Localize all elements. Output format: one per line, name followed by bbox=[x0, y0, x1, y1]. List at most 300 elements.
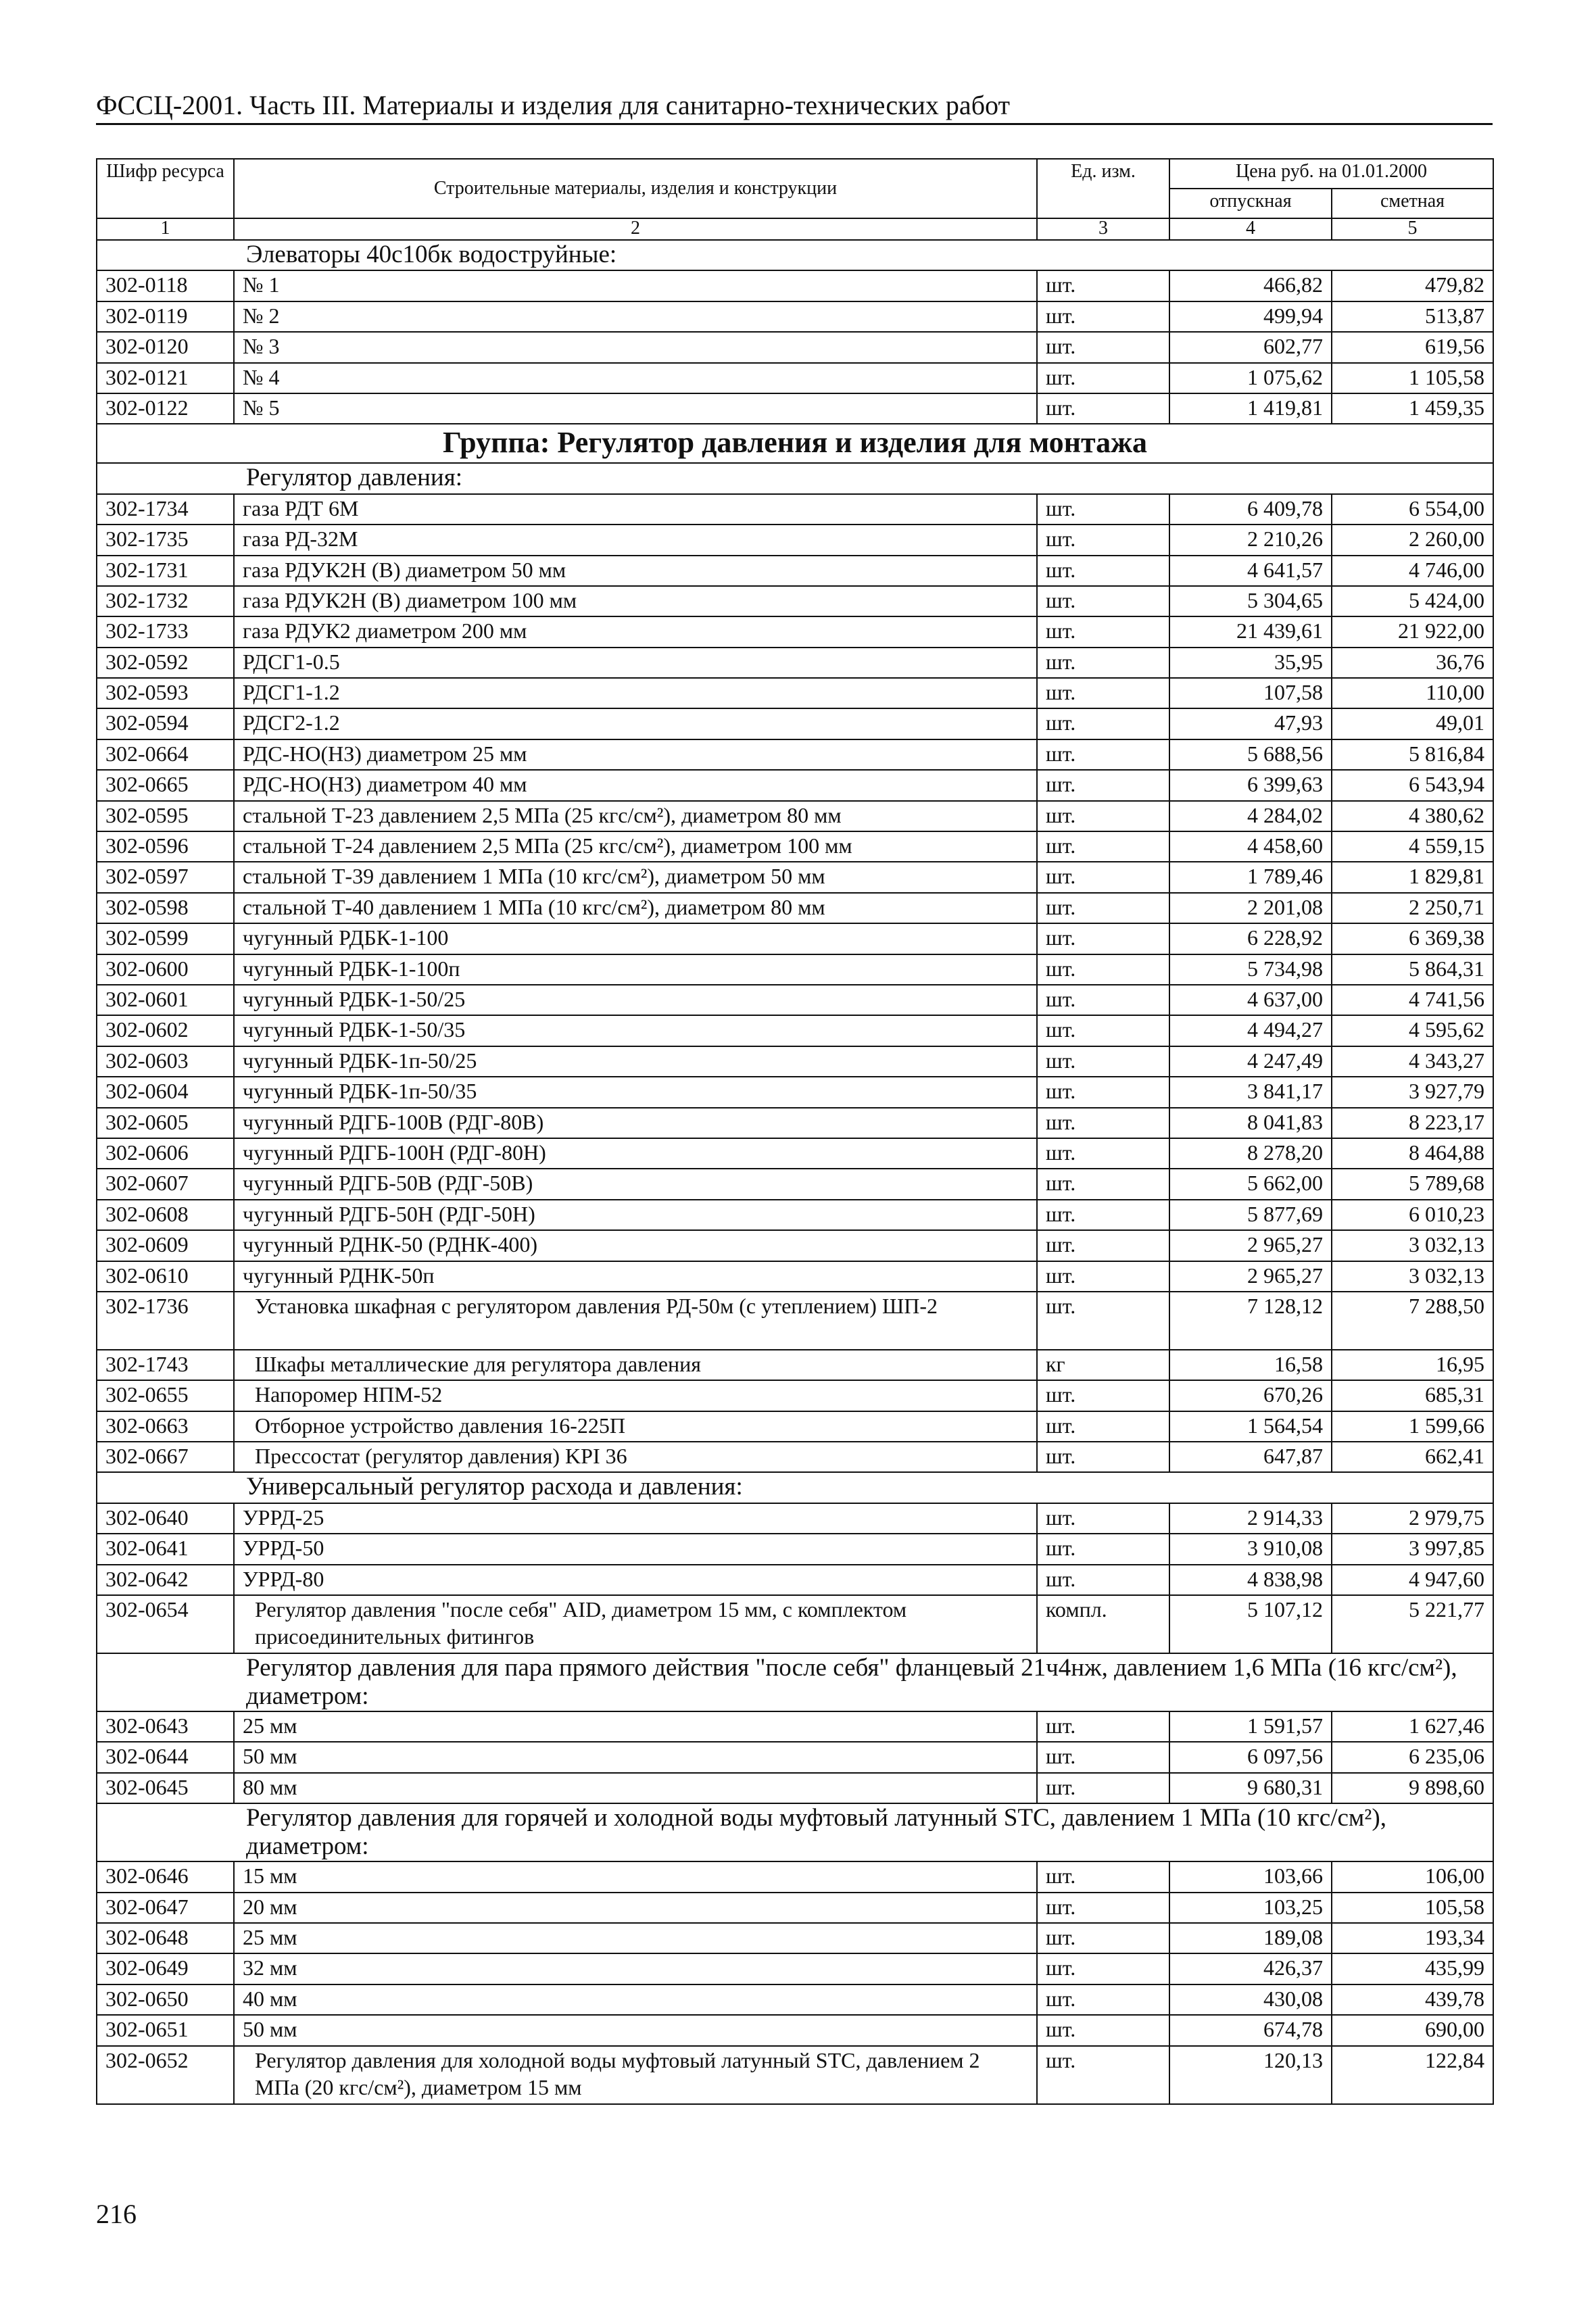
unit-of-measure: шт. bbox=[1037, 1200, 1169, 1230]
release-price: 5 734,98 bbox=[1169, 954, 1332, 985]
unit-of-measure: шт. bbox=[1037, 893, 1169, 923]
resource-code: 302-0593 bbox=[97, 678, 234, 708]
resource-code: 302-0599 bbox=[97, 923, 234, 954]
material-name: 15 мм bbox=[234, 1861, 1037, 1892]
estimate-price: 3 997,85 bbox=[1332, 1534, 1493, 1564]
release-price: 16,58 bbox=[1169, 1350, 1332, 1380]
release-price: 602,77 bbox=[1169, 332, 1332, 362]
material-name: № 1 bbox=[234, 270, 1037, 301]
material-name: чугунный РДГБ-50Н (РДГ-50Н) bbox=[234, 1200, 1037, 1230]
release-price: 47,93 bbox=[1169, 708, 1332, 739]
release-price: 4 494,27 bbox=[1169, 1015, 1332, 1046]
table-row bbox=[97, 525, 1493, 555]
resource-code: 302-0119 bbox=[97, 301, 234, 332]
table-row bbox=[97, 363, 1493, 393]
unit-of-measure: шт. bbox=[1037, 831, 1169, 862]
table-row bbox=[97, 678, 1493, 708]
material-name: 50 мм bbox=[234, 1742, 1037, 1772]
release-price: 189,08 bbox=[1169, 1923, 1332, 1953]
group-heading: Группа: Регулятор давления и изделия для монтажа bbox=[97, 424, 1493, 463]
estimate-price: 2 260,00 bbox=[1332, 525, 1493, 555]
material-name: УРРД-80 bbox=[234, 1565, 1037, 1595]
release-price: 2 210,26 bbox=[1169, 525, 1332, 555]
estimate-price: 439,78 bbox=[1332, 1984, 1493, 2015]
table-row bbox=[97, 1230, 1493, 1261]
estimate-price: 3 032,13 bbox=[1332, 1230, 1493, 1261]
estimate-price: 690,00 bbox=[1332, 2015, 1493, 2045]
resource-code: 302-0640 bbox=[97, 1503, 234, 1534]
unit-of-measure: шт. bbox=[1037, 923, 1169, 954]
resource-code: 302-0607 bbox=[97, 1169, 234, 1199]
release-price: 6 228,92 bbox=[1169, 923, 1332, 954]
release-price: 670,26 bbox=[1169, 1380, 1332, 1411]
resource-code: 302-0650 bbox=[97, 1984, 234, 2015]
unit-of-measure: шт. bbox=[1037, 1773, 1169, 1803]
release-price: 107,58 bbox=[1169, 678, 1332, 708]
material-name: стальной Т-23 давлением 2,5 МПа (25 кгс/см²), диаметром 80 мм bbox=[234, 801, 1037, 831]
table-row bbox=[97, 954, 1493, 985]
table-row bbox=[97, 1534, 1493, 1564]
release-price: 2 965,27 bbox=[1169, 1230, 1332, 1261]
resource-code: 302-0664 bbox=[97, 739, 234, 770]
resource-code: 302-1732 bbox=[97, 586, 234, 616]
subheading-row bbox=[97, 1653, 1493, 1711]
table-row bbox=[97, 1773, 1493, 1803]
table-row bbox=[97, 1503, 1493, 1534]
unit-of-measure: шт. bbox=[1037, 1108, 1169, 1138]
release-price: 430,08 bbox=[1169, 1984, 1332, 2015]
table-row bbox=[97, 1077, 1493, 1107]
resource-code: 302-0606 bbox=[97, 1138, 234, 1169]
unit-of-measure: кг bbox=[1037, 1350, 1169, 1380]
estimate-price: 5 864,31 bbox=[1332, 954, 1493, 985]
release-price: 466,82 bbox=[1169, 270, 1332, 301]
resource-code: 302-0644 bbox=[97, 1742, 234, 1772]
estimate-price: 1 599,66 bbox=[1332, 1411, 1493, 1442]
material-name: Шкафы металлические для регулятора давления bbox=[234, 1350, 1037, 1380]
material-name: чугунный РДНК-50п bbox=[234, 1261, 1037, 1292]
release-price: 7 128,12 bbox=[1169, 1292, 1332, 1350]
material-name: стальной Т-24 давлением 2,5 МПа (25 кгс/см²), диаметром 100 мм bbox=[234, 831, 1037, 862]
table-row bbox=[97, 270, 1493, 301]
resource-code: 302-0595 bbox=[97, 801, 234, 831]
header-release: отпускная bbox=[1169, 189, 1332, 218]
estimate-price: 6 554,00 bbox=[1332, 494, 1493, 525]
resource-code: 302-0610 bbox=[97, 1261, 234, 1292]
unit-of-measure: шт. bbox=[1037, 770, 1169, 800]
material-name: стальной Т-39 давлением 1 МПа (10 кгс/см²), диаметром 50 мм bbox=[234, 862, 1037, 892]
resource-code: 302-0605 bbox=[97, 1108, 234, 1138]
unit-of-measure: шт. bbox=[1037, 494, 1169, 525]
resource-code: 302-0598 bbox=[97, 893, 234, 923]
estimate-price: 619,56 bbox=[1332, 332, 1493, 362]
estimate-price: 105,58 bbox=[1332, 1893, 1493, 1923]
table-row bbox=[97, 1984, 1493, 2015]
material-name: РДСГ1-1.2 bbox=[234, 678, 1037, 708]
table-row bbox=[97, 1953, 1493, 1984]
estimate-price: 36,76 bbox=[1332, 648, 1493, 678]
page-number: 216 bbox=[96, 2199, 137, 2229]
subheading-row bbox=[97, 240, 1493, 270]
unit-of-measure: шт. bbox=[1037, 393, 1169, 424]
estimate-price: 3 927,79 bbox=[1332, 1077, 1493, 1107]
unit-of-measure: шт. bbox=[1037, 678, 1169, 708]
release-price: 6 399,63 bbox=[1169, 770, 1332, 800]
release-price: 647,87 bbox=[1169, 1442, 1332, 1472]
estimate-price: 5 789,68 bbox=[1332, 1169, 1493, 1199]
material-name: чугунный РДГБ-50В (РДГ-50В) bbox=[234, 1169, 1037, 1199]
table-row bbox=[97, 893, 1493, 923]
resource-code: 302-0594 bbox=[97, 708, 234, 739]
table-row bbox=[97, 648, 1493, 678]
col-number: 2 bbox=[234, 218, 1037, 240]
release-price: 103,66 bbox=[1169, 1861, 1332, 1892]
resource-code: 302-0651 bbox=[97, 2015, 234, 2045]
release-price: 2 914,33 bbox=[1169, 1503, 1332, 1534]
table-row bbox=[97, 2015, 1493, 2045]
table-row bbox=[97, 1893, 1493, 1923]
estimate-price: 6 010,23 bbox=[1332, 1200, 1493, 1230]
unit-of-measure: шт. bbox=[1037, 363, 1169, 393]
table-row bbox=[97, 923, 1493, 954]
estimate-price: 435,99 bbox=[1332, 1953, 1493, 1984]
header-name: Строительные материалы, изделия и конструкции bbox=[234, 159, 1037, 218]
release-price: 8 041,83 bbox=[1169, 1108, 1332, 1138]
resource-code: 302-0604 bbox=[97, 1077, 234, 1107]
resource-code: 302-0120 bbox=[97, 332, 234, 362]
release-price: 4 838,98 bbox=[1169, 1565, 1332, 1595]
material-name: РДСГ1-0.5 bbox=[234, 648, 1037, 678]
unit-of-measure: шт. bbox=[1037, 2015, 1169, 2045]
material-name: чугунный РДНК-50 (РДНК-400) bbox=[234, 1230, 1037, 1261]
header-code: Шифр ресурса bbox=[97, 159, 234, 218]
unit-of-measure: шт. bbox=[1037, 2046, 1169, 2104]
material-name: 32 мм bbox=[234, 1953, 1037, 1984]
unit-of-measure: шт. bbox=[1037, 1015, 1169, 1046]
release-price: 6 409,78 bbox=[1169, 494, 1332, 525]
estimate-price: 513,87 bbox=[1332, 301, 1493, 332]
estimate-price: 106,00 bbox=[1332, 1861, 1493, 1892]
col-number: 5 bbox=[1332, 218, 1493, 240]
subheading-text: Регулятор давления для горячей и холодной воды муфтовый латунный STC, давлением 1 МПа (10 кгс/см²), диаметром: bbox=[97, 1803, 1493, 1861]
material-name: газа РДТ 6М bbox=[234, 494, 1037, 525]
material-name: РДС-НО(НЗ) диаметром 25 мм bbox=[234, 739, 1037, 770]
unit-of-measure: шт. bbox=[1037, 954, 1169, 985]
material-name: чугунный РДГБ-100Н (РДГ-80Н) bbox=[234, 1138, 1037, 1169]
material-name: 20 мм bbox=[234, 1893, 1037, 1923]
estimate-price: 6 369,38 bbox=[1332, 923, 1493, 954]
release-price: 35,95 bbox=[1169, 648, 1332, 678]
release-price: 3 841,17 bbox=[1169, 1077, 1332, 1107]
material-name: 25 мм bbox=[234, 1711, 1037, 1742]
table-row bbox=[97, 332, 1493, 362]
table-row bbox=[97, 1711, 1493, 1742]
unit-of-measure: шт. bbox=[1037, 739, 1169, 770]
subheading-row bbox=[97, 463, 1493, 493]
unit-of-measure: шт. bbox=[1037, 648, 1169, 678]
resource-code: 302-0665 bbox=[97, 770, 234, 800]
resource-code: 302-0597 bbox=[97, 862, 234, 892]
resource-code: 302-0600 bbox=[97, 954, 234, 985]
unit-of-measure: шт. bbox=[1037, 1230, 1169, 1261]
estimate-price: 1 459,35 bbox=[1332, 393, 1493, 424]
release-price: 2 965,27 bbox=[1169, 1261, 1332, 1292]
table-row bbox=[97, 831, 1493, 862]
resource-code: 302-0646 bbox=[97, 1861, 234, 1892]
table-row bbox=[97, 1261, 1493, 1292]
resource-code: 302-0649 bbox=[97, 1953, 234, 1984]
estimate-price: 662,41 bbox=[1332, 1442, 1493, 1472]
unit-of-measure: шт. bbox=[1037, 708, 1169, 739]
unit-of-measure: шт. bbox=[1037, 1923, 1169, 1953]
unit-of-measure: шт. bbox=[1037, 1077, 1169, 1107]
resource-code: 302-0596 bbox=[97, 831, 234, 862]
resource-code: 302-0642 bbox=[97, 1565, 234, 1595]
release-price: 4 637,00 bbox=[1169, 985, 1332, 1015]
material-name: УРРД-25 bbox=[234, 1503, 1037, 1534]
table-row bbox=[97, 1565, 1493, 1595]
material-name: газа РДУК2Н (В) диаметром 50 мм bbox=[234, 556, 1037, 586]
estimate-price: 3 032,13 bbox=[1332, 1261, 1493, 1292]
table-row bbox=[97, 1138, 1493, 1169]
resource-code: 302-1733 bbox=[97, 616, 234, 647]
estimate-price: 1 627,46 bbox=[1332, 1711, 1493, 1742]
material-name: № 5 bbox=[234, 393, 1037, 424]
unit-of-measure: шт. bbox=[1037, 1893, 1169, 1923]
release-price: 8 278,20 bbox=[1169, 1138, 1332, 1169]
table-row bbox=[97, 1108, 1493, 1138]
unit-of-measure: компл. bbox=[1037, 1595, 1169, 1653]
release-price: 103,25 bbox=[1169, 1893, 1332, 1923]
table-row bbox=[97, 1595, 1493, 1653]
material-name: Прессостат (регулятор давления) KPI 36 bbox=[234, 1442, 1037, 1472]
estimate-price: 4 741,56 bbox=[1332, 985, 1493, 1015]
header-price: Цена руб. на 01.01.2000 bbox=[1169, 159, 1493, 189]
unit-of-measure: шт. bbox=[1037, 525, 1169, 555]
subheading-row bbox=[97, 1803, 1493, 1861]
price-table-body bbox=[97, 159, 1493, 2104]
estimate-price: 5 816,84 bbox=[1332, 739, 1493, 770]
unit-of-measure: шт. bbox=[1037, 332, 1169, 362]
release-price: 4 641,57 bbox=[1169, 556, 1332, 586]
subheading-text: Регулятор давления: bbox=[97, 463, 1493, 493]
estimate-price: 16,95 bbox=[1332, 1350, 1493, 1380]
table-row bbox=[97, 2046, 1493, 2104]
release-price: 120,13 bbox=[1169, 2046, 1332, 2104]
material-name: газа РДУК2 диаметром 200 мм bbox=[234, 616, 1037, 647]
table-row bbox=[97, 1442, 1493, 1472]
table-row bbox=[97, 1046, 1493, 1077]
table-row bbox=[97, 1292, 1493, 1350]
unit-of-measure: шт. bbox=[1037, 1861, 1169, 1892]
resource-code: 302-0609 bbox=[97, 1230, 234, 1261]
unit-of-measure: шт. bbox=[1037, 616, 1169, 647]
unit-of-measure: шт. bbox=[1037, 1292, 1169, 1350]
estimate-price: 1 829,81 bbox=[1332, 862, 1493, 892]
unit-of-measure: шт. bbox=[1037, 270, 1169, 301]
subheading-text: Элеваторы 40с10бк водоструйные: bbox=[97, 240, 1493, 270]
release-price: 9 680,31 bbox=[1169, 1773, 1332, 1803]
material-name: 40 мм bbox=[234, 1984, 1037, 2015]
material-name: РДС-НО(НЗ) диаметром 40 мм bbox=[234, 770, 1037, 800]
material-name: чугунный РДБК-1-100 bbox=[234, 923, 1037, 954]
subheading-row bbox=[97, 1472, 1493, 1503]
resource-code: 302-0641 bbox=[97, 1534, 234, 1564]
material-name: стальной Т-40 давлением 1 МПа (10 кгс/см²), диаметром 80 мм bbox=[234, 893, 1037, 923]
unit-of-measure: шт. bbox=[1037, 1138, 1169, 1169]
estimate-price: 685,31 bbox=[1332, 1380, 1493, 1411]
unit-of-measure: шт. bbox=[1037, 801, 1169, 831]
estimate-price: 5 221,77 bbox=[1332, 1595, 1493, 1653]
resource-code: 302-0118 bbox=[97, 270, 234, 301]
table-row bbox=[97, 862, 1493, 892]
table-row bbox=[97, 494, 1493, 525]
release-price: 5 662,00 bbox=[1169, 1169, 1332, 1199]
estimate-price: 4 559,15 bbox=[1332, 831, 1493, 862]
header-estimate: сметная bbox=[1332, 189, 1493, 218]
material-name: чугунный РДБК-1-50/25 bbox=[234, 985, 1037, 1015]
estimate-price: 49,01 bbox=[1332, 708, 1493, 739]
material-name: РДСГ2-1.2 bbox=[234, 708, 1037, 739]
resource-code: 302-1743 bbox=[97, 1350, 234, 1380]
release-price: 6 097,56 bbox=[1169, 1742, 1332, 1772]
release-price: 1 564,54 bbox=[1169, 1411, 1332, 1442]
col-number: 4 bbox=[1169, 218, 1332, 240]
unit-of-measure: шт. bbox=[1037, 556, 1169, 586]
unit-of-measure: шт. bbox=[1037, 1442, 1169, 1472]
material-name: газа РДУК2Н (В) диаметром 100 мм bbox=[234, 586, 1037, 616]
table-row bbox=[97, 1350, 1493, 1380]
unit-of-measure: шт. bbox=[1037, 985, 1169, 1015]
estimate-price: 7 288,50 bbox=[1332, 1292, 1493, 1350]
subheading-text: Универсальный регулятор расхода и давления: bbox=[97, 1472, 1493, 1503]
resource-code: 302-0603 bbox=[97, 1046, 234, 1077]
resource-code: 302-0602 bbox=[97, 1015, 234, 1046]
unit-of-measure: шт. bbox=[1037, 1711, 1169, 1742]
material-name: Регулятор давления для холодной воды муфтовый латунный STC, давлением 2 МПа (20 кгс/см²), диаметром 15 мм bbox=[234, 2046, 1037, 2104]
table-row bbox=[97, 301, 1493, 332]
release-price: 1 789,46 bbox=[1169, 862, 1332, 892]
estimate-price: 2 979,75 bbox=[1332, 1503, 1493, 1534]
release-price: 4 284,02 bbox=[1169, 801, 1332, 831]
material-name: № 3 bbox=[234, 332, 1037, 362]
unit-of-measure: шт. bbox=[1037, 1169, 1169, 1199]
unit-of-measure: шт. bbox=[1037, 1503, 1169, 1534]
resource-code: 302-0608 bbox=[97, 1200, 234, 1230]
table-row bbox=[97, 1923, 1493, 1953]
resource-code: 302-0652 bbox=[97, 2046, 234, 2104]
table-row bbox=[97, 985, 1493, 1015]
estimate-price: 21 922,00 bbox=[1332, 616, 1493, 647]
estimate-price: 110,00 bbox=[1332, 678, 1493, 708]
material-name: 80 мм bbox=[234, 1773, 1037, 1803]
resource-code: 302-1736 bbox=[97, 1292, 234, 1350]
estimate-price: 8 223,17 bbox=[1332, 1108, 1493, 1138]
release-price: 1 075,62 bbox=[1169, 363, 1332, 393]
estimate-price: 8 464,88 bbox=[1332, 1138, 1493, 1169]
material-name: чугунный РДБК-1п-50/35 bbox=[234, 1077, 1037, 1107]
resource-code: 302-1735 bbox=[97, 525, 234, 555]
unit-of-measure: шт. bbox=[1037, 586, 1169, 616]
release-price: 4 247,49 bbox=[1169, 1046, 1332, 1077]
subheading-text: Регулятор давления для пара прямого действия "после себя" фланцевый 21ч4нж, давлением 1,6 МПа (16 кгс/см²), диаметром: bbox=[97, 1653, 1493, 1711]
release-price: 426,37 bbox=[1169, 1953, 1332, 1984]
unit-of-measure: шт. bbox=[1037, 301, 1169, 332]
material-name: № 2 bbox=[234, 301, 1037, 332]
material-name: Напоромер НПМ-52 bbox=[234, 1380, 1037, 1411]
release-price: 2 201,08 bbox=[1169, 893, 1332, 923]
material-name: чугунный РДБК-1-100п bbox=[234, 954, 1037, 985]
material-name: УРРД-50 bbox=[234, 1534, 1037, 1564]
resource-code: 302-0663 bbox=[97, 1411, 234, 1442]
release-price: 5 107,12 bbox=[1169, 1595, 1332, 1653]
resource-code: 302-0648 bbox=[97, 1923, 234, 1953]
header-unit: Ед. изм. bbox=[1037, 159, 1169, 218]
estimate-price: 6 543,94 bbox=[1332, 770, 1493, 800]
table-row bbox=[97, 1169, 1493, 1199]
unit-of-measure: шт. bbox=[1037, 1046, 1169, 1077]
unit-of-measure: шт. bbox=[1037, 1261, 1169, 1292]
material-name: газа РД-32М bbox=[234, 525, 1037, 555]
resource-code: 302-0645 bbox=[97, 1773, 234, 1803]
release-price: 1 591,57 bbox=[1169, 1711, 1332, 1742]
unit-of-measure: шт. bbox=[1037, 1984, 1169, 2015]
release-price: 3 910,08 bbox=[1169, 1534, 1332, 1564]
material-name: чугунный РДГБ-100В (РДГ-80В) bbox=[234, 1108, 1037, 1138]
table-row bbox=[97, 1861, 1493, 1892]
resource-code: 302-1734 bbox=[97, 494, 234, 525]
material-name: Установка шкафная с регулятором давления РД-50м (с утеплением) ШП-2 bbox=[234, 1292, 1037, 1350]
material-name: чугунный РДБК-1п-50/25 bbox=[234, 1046, 1037, 1077]
estimate-price: 5 424,00 bbox=[1332, 586, 1493, 616]
page-header-title: ФССЦ-2001. Часть III. Материалы и изделия для санитарно-технических работ bbox=[96, 90, 1010, 120]
estimate-price: 4 380,62 bbox=[1332, 801, 1493, 831]
resource-code: 302-0643 bbox=[97, 1711, 234, 1742]
unit-of-measure: шт. bbox=[1037, 1953, 1169, 1984]
estimate-price: 193,34 bbox=[1332, 1923, 1493, 1953]
material-name: 25 мм bbox=[234, 1923, 1037, 1953]
resource-code: 302-0601 bbox=[97, 985, 234, 1015]
unit-of-measure: шт. bbox=[1037, 1380, 1169, 1411]
resource-code: 302-0122 bbox=[97, 393, 234, 424]
estimate-price: 2 250,71 bbox=[1332, 893, 1493, 923]
column-number-row bbox=[97, 218, 1493, 240]
resource-code: 302-0667 bbox=[97, 1442, 234, 1472]
estimate-price: 4 595,62 bbox=[1332, 1015, 1493, 1046]
table-row bbox=[97, 1742, 1493, 1772]
estimate-price: 479,82 bbox=[1332, 270, 1493, 301]
release-price: 5 688,56 bbox=[1169, 739, 1332, 770]
material-name: 50 мм bbox=[234, 2015, 1037, 2045]
table-row bbox=[97, 1380, 1493, 1411]
table-row bbox=[97, 393, 1493, 424]
resource-code: 302-0121 bbox=[97, 363, 234, 393]
col-number: 1 bbox=[97, 218, 234, 240]
unit-of-measure: шт. bbox=[1037, 1534, 1169, 1564]
table-row bbox=[97, 739, 1493, 770]
table-row bbox=[97, 770, 1493, 800]
estimate-price: 4 947,60 bbox=[1332, 1565, 1493, 1595]
material-name: Отборное устройство давления 16-225П bbox=[234, 1411, 1037, 1442]
resource-code: 302-0647 bbox=[97, 1893, 234, 1923]
release-price: 674,78 bbox=[1169, 2015, 1332, 2045]
estimate-price: 4 343,27 bbox=[1332, 1046, 1493, 1077]
resource-code: 302-1731 bbox=[97, 556, 234, 586]
col-number: 3 bbox=[1037, 218, 1169, 240]
release-price: 21 439,61 bbox=[1169, 616, 1332, 647]
table-row bbox=[97, 556, 1493, 586]
table-row bbox=[97, 616, 1493, 647]
